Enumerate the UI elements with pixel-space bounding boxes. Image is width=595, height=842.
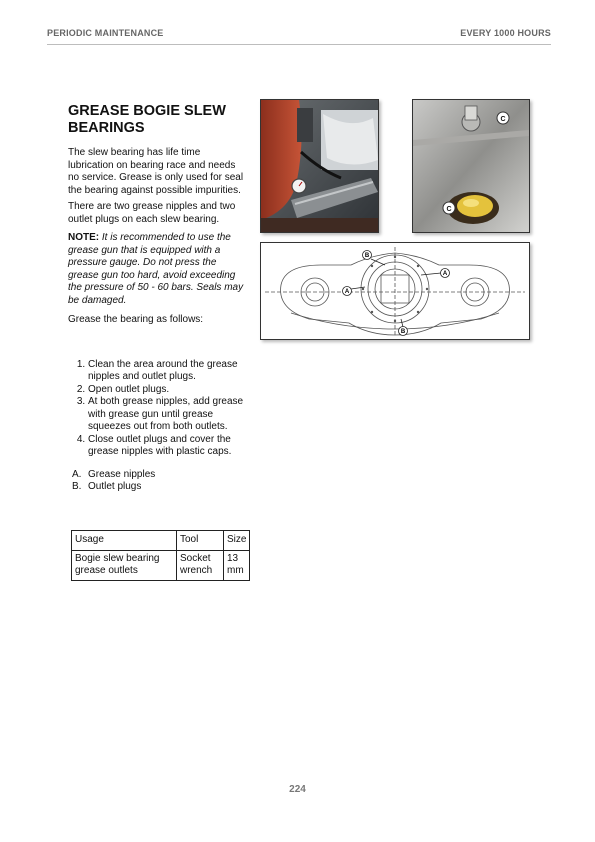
- procedure-steps: [68, 359, 248, 459]
- table-cell: 13 mm: [224, 550, 250, 580]
- tool-table: [71, 530, 250, 581]
- text-column: [68, 103, 248, 494]
- step-item: 3. At both grease nipples, add grease with grease gun until grease squeezes out from both outlets.: [88, 396, 248, 434]
- table-cell: Bogie slew bearing grease outlets: [72, 550, 177, 580]
- table-row: [72, 550, 250, 580]
- note-text: It is recommended to use the grease gun that is equipped with a pressure gauge. Do not press the grease gun too hard, avoid exceeding the pressure of 50 - 60 bars. Seals may be damaged.: [68, 232, 244, 306]
- note-block: [68, 232, 248, 307]
- table-header-row: [72, 531, 250, 551]
- note-label: NOTE:: [68, 232, 100, 243]
- figure-legend: [68, 469, 248, 494]
- table-cell: Socket wrench: [177, 550, 224, 580]
- step-item: 4. Close outlet plugs and cover the grease nipples with plastic caps.: [88, 434, 248, 459]
- callout-label: B: [400, 329, 406, 336]
- table-header-cell: Size: [224, 531, 250, 551]
- legend-text: Outlet plugs: [88, 481, 142, 492]
- table-header-cell: Tool: [177, 531, 224, 551]
- callout-label: A: [442, 271, 448, 278]
- legend-item: [68, 481, 248, 494]
- callout-label: C: [500, 116, 506, 123]
- legend-key: A.: [72, 468, 82, 480]
- legend-item: [68, 469, 248, 482]
- step-item: 1. Clean the area around the grease nipples and outlet plugs.: [88, 359, 248, 384]
- header-divider: [47, 44, 551, 45]
- step-item: 2. Open outlet plugs.: [88, 384, 248, 397]
- callout-label: C: [446, 206, 452, 213]
- table-header-cell: Usage: [72, 531, 177, 551]
- legend-key: B.: [72, 481, 82, 492]
- header-section-title: PERIODIC MAINTENANCE: [47, 28, 164, 38]
- grease-nipple-photo: [412, 99, 530, 233]
- section-title: GREASE BOGIE SLEW BEARINGS: [68, 103, 226, 136]
- grease-gun-photo: [260, 99, 379, 233]
- nipples-paragraph: There are two grease nipples and two outlet plugs on each slew bearing.: [68, 201, 236, 225]
- intro-paragraph: The slew bearing has life time lubrication on bearing race and needs no service. Grease is only used for seal the bearing against possible impurities.: [68, 147, 244, 196]
- procedure-intro: Grease the bearing as follows:: [68, 314, 204, 325]
- header-interval: EVERY 1000 HOURS: [460, 28, 551, 38]
- legend-text: Grease nipples: [88, 468, 156, 480]
- page-number: 224: [289, 784, 306, 795]
- slew-bearing-diagram: [260, 242, 530, 340]
- callout-label: A: [344, 289, 350, 296]
- callout-label: B: [364, 253, 370, 260]
